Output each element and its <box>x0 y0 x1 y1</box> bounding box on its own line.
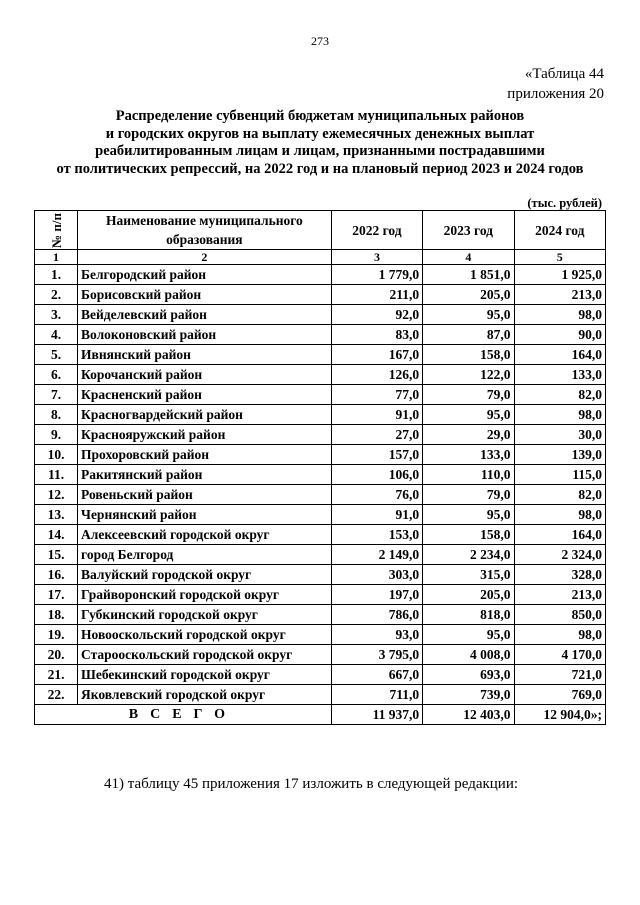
table-row <box>35 365 606 385</box>
row-value-2022: 3 795,0 <box>331 645 422 665</box>
table-row <box>35 645 606 665</box>
row-value-2023: 158,0 <box>423 525 514 545</box>
table-row <box>35 285 606 305</box>
row-value-2023: 315,0 <box>423 565 514 585</box>
table-row <box>35 305 606 325</box>
row-value-2023: 95,0 <box>423 405 514 425</box>
row-value-2022: 93,0 <box>331 625 422 645</box>
row-name: Ровеньский район <box>78 485 332 505</box>
row-value-2024: 213,0 <box>514 585 605 605</box>
row-value-2023: 79,0 <box>423 385 514 405</box>
table-row <box>35 525 606 545</box>
row-name: Ракитянский район <box>78 465 332 485</box>
row-number: 18. <box>35 605 78 625</box>
row-value-2022: 197,0 <box>331 585 422 605</box>
row-value-2023: 4 008,0 <box>423 645 514 665</box>
row-value-2024: 98,0 <box>514 305 605 325</box>
row-value-2024: 98,0 <box>514 405 605 425</box>
heading-line-3: реабилитированным лицам и лицам, признанными пострадавшими <box>95 143 545 159</box>
row-value-2023: 95,0 <box>423 305 514 325</box>
row-number: 12. <box>35 485 78 505</box>
row-name: Красногвардейский район <box>78 405 332 425</box>
row-number: 8. <box>35 405 78 425</box>
row-value-2024: 115,0 <box>514 465 605 485</box>
header-name: Наименование муниципального образования <box>78 211 332 250</box>
row-number: 22. <box>35 685 78 705</box>
row-number: 9. <box>35 425 78 445</box>
document-heading <box>30 108 610 178</box>
header-2024: 2024 год <box>514 211 605 250</box>
page-number: 273 <box>311 34 329 48</box>
row-value-2022: 106,0 <box>331 465 422 485</box>
row-number: 19. <box>35 625 78 645</box>
row-value-2023: 1 851,0 <box>423 265 514 285</box>
row-number: 17. <box>35 585 78 605</box>
row-value-2022: 786,0 <box>331 605 422 625</box>
table-row <box>35 265 606 285</box>
row-value-2024: 164,0 <box>514 525 605 545</box>
heading-line-1: Распределение субвенций бюджетам муниципальных районов <box>115 108 525 124</box>
row-value-2022: 211,0 <box>331 285 422 305</box>
row-value-2024: 90,0 <box>514 325 605 345</box>
row-name: Борисовский район <box>78 285 332 305</box>
heading-line-4: от политических репрессий, на 2022 год и на плановый период 2023 и 2024 годов <box>56 160 584 177</box>
row-value-2023: 79,0 <box>423 485 514 505</box>
table-row <box>35 685 606 705</box>
table-reference <box>507 64 604 104</box>
total-label: ВСЕГО <box>35 705 332 725</box>
row-value-2022: 303,0 <box>331 565 422 585</box>
row-number: 1. <box>35 265 78 285</box>
row-value-2022: 711,0 <box>331 685 422 705</box>
total-2023: 12 403,0 <box>423 705 514 725</box>
row-value-2022: 91,0 <box>331 405 422 425</box>
row-value-2023: 133,0 <box>423 445 514 465</box>
row-value-2024: 133,0 <box>514 365 605 385</box>
row-name: Грайворонский городской округ <box>78 585 332 605</box>
row-value-2023: 95,0 <box>423 625 514 645</box>
row-value-2023: 205,0 <box>423 285 514 305</box>
row-number: 7. <box>35 385 78 405</box>
row-value-2024: 721,0 <box>514 665 605 685</box>
row-value-2024: 213,0 <box>514 285 605 305</box>
row-name: Новооскольский городской округ <box>78 625 332 645</box>
row-name: Старооскольский городской округ <box>78 645 332 665</box>
row-number: 5. <box>35 345 78 365</box>
table-reference-line-1: «Таблица 44 <box>524 66 604 82</box>
row-value-2022: 27,0 <box>331 425 422 445</box>
amendment-instruction: 41) таблицу 45 приложения 17 изложить в следующей редакции: <box>104 776 519 792</box>
row-value-2022: 667,0 <box>331 665 422 685</box>
row-name: Волоконовский район <box>78 325 332 345</box>
row-value-2024: 164,0 <box>514 345 605 365</box>
row-number: 16. <box>35 565 78 585</box>
row-number: 10. <box>35 445 78 465</box>
table-row <box>35 665 606 685</box>
row-value-2024: 328,0 <box>514 565 605 585</box>
row-number: 13. <box>35 505 78 525</box>
table-row <box>35 585 606 605</box>
table-reference-line-2: приложения 20 <box>507 86 604 102</box>
row-value-2024: 30,0 <box>514 425 605 445</box>
row-value-2023: 2 234,0 <box>423 545 514 565</box>
table-row <box>35 425 606 445</box>
row-name: Ивнянский район <box>78 345 332 365</box>
column-index: 1 <box>35 250 78 265</box>
row-value-2023: 693,0 <box>423 665 514 685</box>
total-row <box>35 705 606 725</box>
column-index: 5 <box>514 250 605 265</box>
column-index: 2 <box>78 250 332 265</box>
row-number: 21. <box>35 665 78 685</box>
row-value-2022: 126,0 <box>331 365 422 385</box>
header-number: № п/п <box>35 211 78 250</box>
table-row <box>35 385 606 405</box>
row-value-2024: 769,0 <box>514 685 605 705</box>
total-2022: 11 937,0 <box>331 705 422 725</box>
units-note: (тыс. рублей) <box>527 196 602 210</box>
row-value-2022: 76,0 <box>331 485 422 505</box>
row-value-2024: 850,0 <box>514 605 605 625</box>
row-value-2024: 82,0 <box>514 485 605 505</box>
row-value-2023: 110,0 <box>423 465 514 485</box>
row-number: 20. <box>35 645 78 665</box>
row-name: Корочанский район <box>78 365 332 385</box>
row-name: Яковлевский городской округ <box>78 685 332 705</box>
row-value-2022: 77,0 <box>331 385 422 405</box>
row-number: 2. <box>35 285 78 305</box>
row-value-2022: 157,0 <box>331 445 422 465</box>
row-number: 6. <box>35 365 78 385</box>
row-value-2024: 98,0 <box>514 625 605 645</box>
table-row <box>35 325 606 345</box>
row-name: Прохоровский район <box>78 445 332 465</box>
row-value-2022: 92,0 <box>331 305 422 325</box>
table-header-row <box>35 211 606 250</box>
row-value-2024: 4 170,0 <box>514 645 605 665</box>
row-value-2024: 1 925,0 <box>514 265 605 285</box>
row-name: Вейделевский район <box>78 305 332 325</box>
table-row <box>35 485 606 505</box>
row-name: Валуйский городской округ <box>78 565 332 585</box>
table-row <box>35 465 606 485</box>
table-row <box>35 445 606 465</box>
row-name: Красненский район <box>78 385 332 405</box>
column-index-row <box>35 250 606 265</box>
header-2023: 2023 год <box>423 211 514 250</box>
row-value-2023: 205,0 <box>423 585 514 605</box>
row-name: Чернянский район <box>78 505 332 525</box>
row-value-2024: 139,0 <box>514 445 605 465</box>
heading-line-2: и городских округов на выплату ежемесячных денежных выплат <box>105 125 535 142</box>
subvention-table <box>34 210 606 725</box>
row-name: Губкинский городской округ <box>78 605 332 625</box>
row-value-2023: 95,0 <box>423 505 514 525</box>
row-number: 3. <box>35 305 78 325</box>
row-value-2024: 98,0 <box>514 505 605 525</box>
row-value-2023: 818,0 <box>423 605 514 625</box>
row-value-2023: 29,0 <box>423 425 514 445</box>
table-body <box>35 265 606 705</box>
row-number: 15. <box>35 545 78 565</box>
row-value-2022: 91,0 <box>331 505 422 525</box>
row-number: 4. <box>35 325 78 345</box>
row-name: Шебекинский городской округ <box>78 665 332 685</box>
row-value-2022: 2 149,0 <box>331 545 422 565</box>
column-index: 4 <box>423 250 514 265</box>
total-2024: 12 904,0»; <box>514 705 605 725</box>
table-row <box>35 345 606 365</box>
header-2022: 2022 год <box>331 211 422 250</box>
table-row <box>35 405 606 425</box>
table-row <box>35 625 606 645</box>
row-name: Белгородский район <box>78 265 332 285</box>
column-index: 3 <box>331 250 422 265</box>
row-number: 11. <box>35 465 78 485</box>
row-value-2022: 83,0 <box>331 325 422 345</box>
row-value-2022: 167,0 <box>331 345 422 365</box>
row-value-2024: 82,0 <box>514 385 605 405</box>
row-name: Алексеевский городской округ <box>78 525 332 545</box>
row-value-2023: 739,0 <box>423 685 514 705</box>
row-value-2023: 87,0 <box>423 325 514 345</box>
row-value-2023: 158,0 <box>423 345 514 365</box>
row-name: город Белгород <box>78 545 332 565</box>
row-value-2022: 1 779,0 <box>331 265 422 285</box>
row-name: Краснояружский район <box>78 425 332 445</box>
row-value-2024: 2 324,0 <box>514 545 605 565</box>
table-row <box>35 605 606 625</box>
table-row <box>35 505 606 525</box>
table-row <box>35 565 606 585</box>
table-row <box>35 545 606 565</box>
row-value-2022: 153,0 <box>331 525 422 545</box>
row-number: 14. <box>35 525 78 545</box>
row-value-2023: 122,0 <box>423 365 514 385</box>
